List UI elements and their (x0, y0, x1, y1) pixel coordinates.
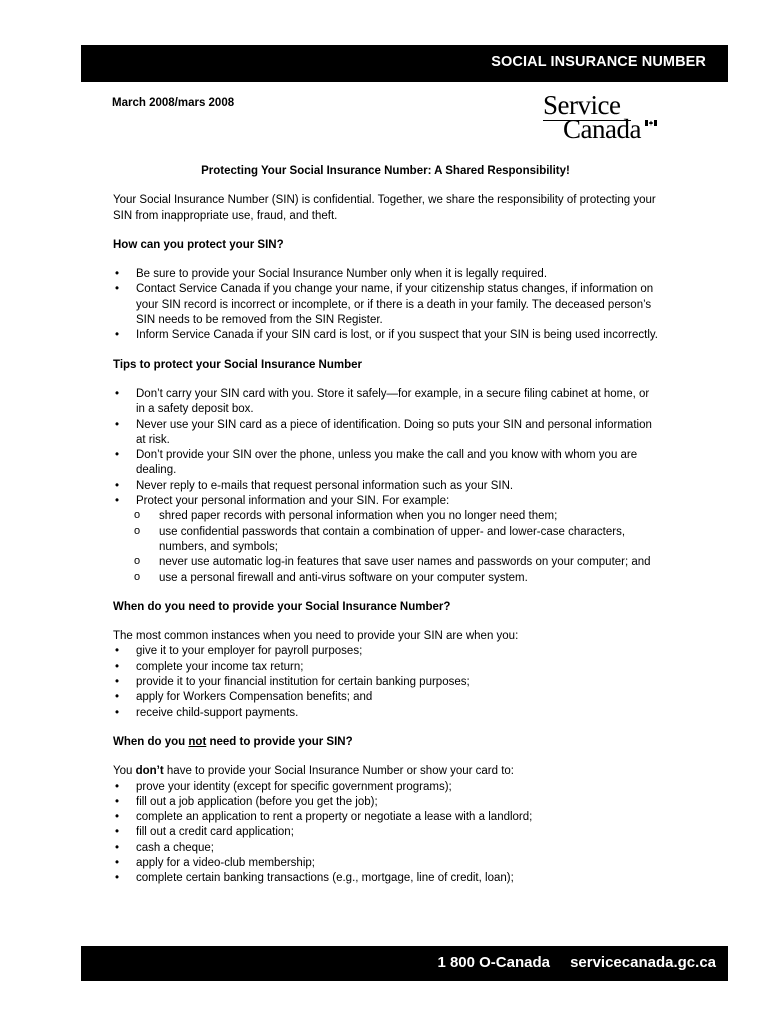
list-item: • Don’t carry your SIN card with you. Store it safely—for example, in a secure filing cabinet at home, or in a safety deposit box. (113, 387, 658, 418)
when-need-heading: When do you need to provide your Social Insurance Number? (113, 600, 451, 613)
when-need-lead: The most common instances when you need to provide your SIN are when you: (113, 630, 519, 643)
footer-banner (81, 946, 728, 981)
document-date: March 2008/mars 2008 (112, 97, 235, 109)
when-need-list (113, 644, 658, 720)
protect-list (113, 267, 658, 343)
emphasis-dont: don’t (135, 765, 164, 778)
list-item: • fill out a job application (before you get the job); (113, 795, 658, 810)
list-item: • receive child-support payments. (113, 706, 658, 721)
sublist-item: o shred paper records with personal information when you no longer need them; (134, 509, 658, 524)
sublist-item: o use a personal firewall and anti-virus software on your computer system. (134, 571, 658, 586)
protect-heading: How can you protect your SIN? (113, 238, 284, 251)
list-item: • cash a cheque; (113, 841, 658, 856)
tips-list (113, 387, 658, 586)
intro-paragraph: Your Social Insurance Number (SIN) is confidential. Together, we share the responsibility of protecting your SIN from inappropriate use, fraud, and theft. (113, 194, 656, 222)
footer-phone: 1 800 O-Canada (437, 954, 550, 971)
list-item: • Never reply to e-mails that request personal information such as your SIN. (113, 479, 658, 494)
list-item: • fill out a credit card application; (113, 825, 658, 840)
list-item: • give it to your employer for payroll purposes; (113, 644, 658, 659)
document-body (113, 164, 658, 887)
logo-word-service: Service (543, 90, 621, 120)
banner-title: SOCIAL INSURANCE NUMBER (491, 54, 706, 70)
list-item: • Don’t provide your SIN over the phone, unless you make the call and you know with whom you are dealing. (113, 448, 658, 479)
list-item: • apply for Workers Compensation benefits; and (113, 690, 658, 705)
list-item: • prove your identity (except for specific government programs); (113, 780, 658, 795)
logo-word-canada: Canada (563, 114, 641, 144)
sublist-item: o never use automatic log-in features that save user names and passwords on your computer; and (134, 555, 658, 570)
list-item: • Never use your SIN card as a piece of identification. Doing so puts your SIN and personal information at risk. (113, 418, 658, 449)
list-item: • Contact Service Canada if you change your name, if your citizenship status changes, if information on your SIN record is incorrect or incomplete, or if there is a death in your family. The deceased person’s SIN needs to be removed from the SIN Register. (113, 282, 658, 328)
maple-leaf-icon (645, 120, 657, 126)
list-item (113, 494, 658, 586)
list-item: • Inform Service Canada if your SIN card is lost, or if you suspect that your SIN is being used incorrectly. (113, 328, 658, 343)
header-banner (81, 45, 728, 82)
tips-sublist (134, 509, 658, 585)
list-item-text: Protect your personal information and your SIN. For example: (136, 495, 450, 508)
list-item: • apply for a video-club membership; (113, 856, 658, 871)
canada-flag-icon (645, 120, 657, 126)
list-item: • complete your income tax return; (113, 660, 658, 675)
list-item: • Be sure to provide your Social Insurance Number only when it is legally required. (113, 267, 658, 282)
document-title: Protecting Your Social Insurance Number: A Shared Responsibility! (201, 165, 570, 177)
when-not-heading: When do you not need to provide your SIN? (113, 735, 353, 748)
list-item: • provide it to your financial institution for certain banking purposes; (113, 675, 658, 690)
when-not-lead: You don’t have to provide your Social Insurance Number or show your card to: (113, 765, 515, 778)
tips-heading: Tips to protect your Social Insurance Number (113, 358, 363, 371)
sublist-item: o use confidential passwords that contain a combination of upper- and lower-case characters, numbers, and symbols; (134, 525, 658, 556)
footer-website: servicecanada.gc.ca (570, 954, 716, 971)
service-canada-logo (541, 90, 661, 148)
when-not-list (113, 780, 658, 887)
list-item: • complete certain banking transactions (e.g., mortgage, line of credit, loan); (113, 871, 658, 886)
list-item: • complete an application to rent a property or negotiate a lease with a landlord; (113, 810, 658, 825)
emphasis-not: not (188, 735, 207, 748)
